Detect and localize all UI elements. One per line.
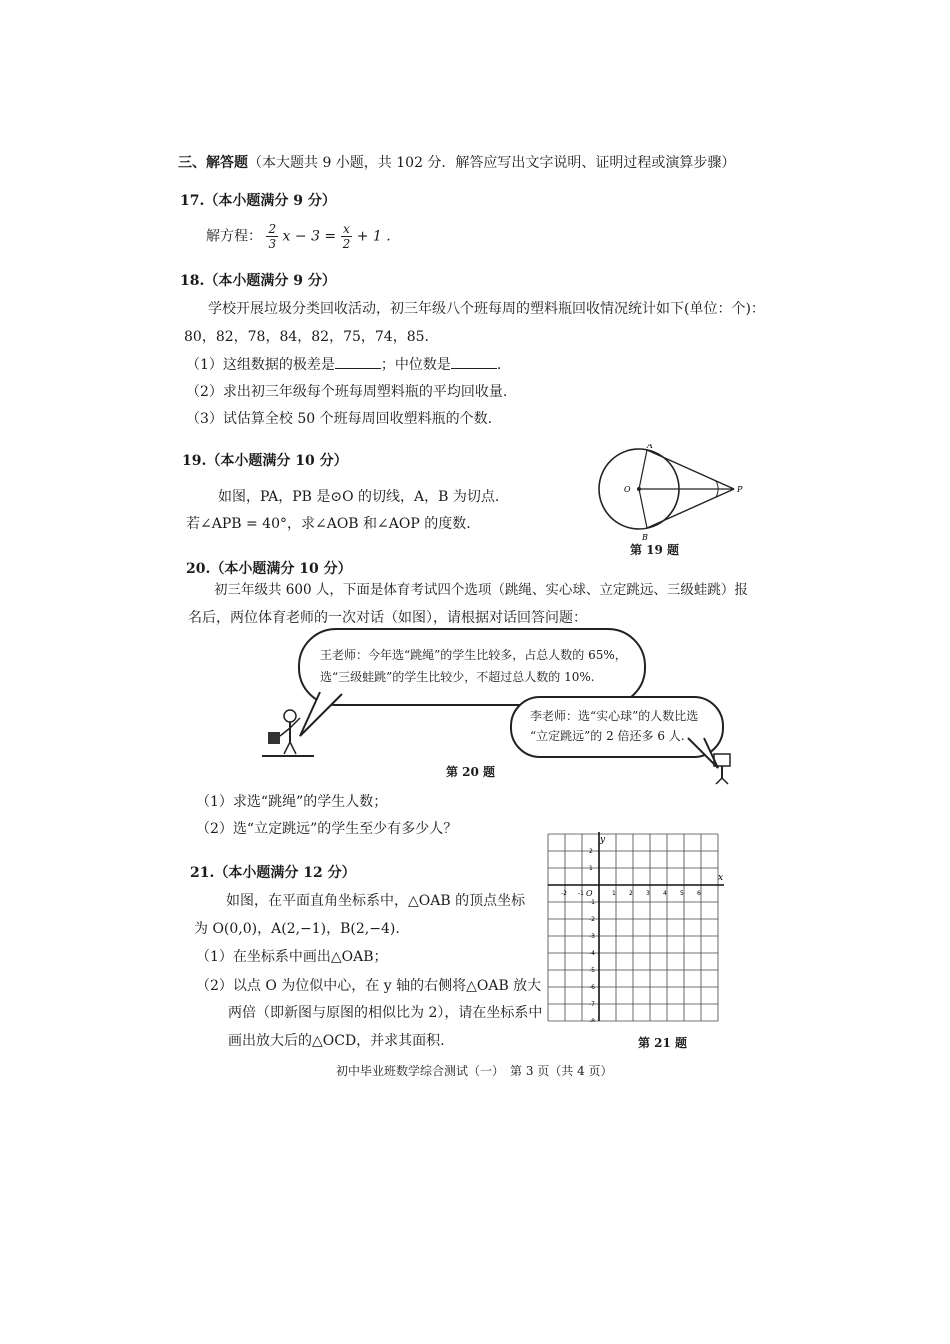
q19-line1: 如图，PA，PB 是⊙O 的切线，A，B 为切点. [218, 489, 500, 505]
q21-part2b: 两倍（即新图与原图的相似比为 2），请在坐标系中 [228, 1005, 543, 1021]
q20-part1: （1）求选“跳绳”的学生人数； [196, 794, 388, 810]
axis-x-label: x [718, 873, 724, 883]
q19-header: 19.（本小题满分 10 分） [182, 453, 348, 469]
q20-part2: （2）选“立定跳远”的学生至少有多少人？ [196, 821, 458, 837]
q20-intro2: 名后，两位体育老师的一次对话（如图），请根据对话回答问题： [188, 610, 587, 626]
q20-intro1: 初三年级共 600 人，下面是体育考试四个选项（跳绳、实心球、立定跳远、三级蛙跳）报 [214, 582, 748, 598]
q18-part1-a: （1）这组数据的极差是 [186, 357, 335, 373]
page-footer: 初中毕业班数学综合测试（一） 第 3 页（共 4 页） [336, 1064, 613, 1078]
x-tick-label: 6 [697, 890, 701, 897]
teacher-wang-figure [262, 708, 314, 760]
y-tick-label: -6 [589, 984, 595, 991]
q19-caption: 第 19 题 [630, 543, 680, 557]
q19-line2: 若∠APB = 40°，求∠AOB 和∠AOP 的度数. [186, 516, 471, 532]
grid-lines [548, 834, 718, 1021]
q17-frac2 [341, 222, 353, 251]
q17-frac1-num: 2 [268, 222, 277, 236]
q21-line2: 为 O(0,0)，A(2,−1)，B(2,−4). [194, 921, 400, 937]
range-blank [335, 356, 381, 369]
x-tick-label: 1 [612, 890, 616, 897]
q21-caption: 第 21 题 [638, 1036, 688, 1050]
segment-oa [639, 450, 647, 489]
li-line2: “立定跳远”的 2 倍还多 6 人. [530, 729, 685, 743]
section-heading [178, 152, 735, 172]
label-a: A [647, 444, 653, 450]
q20-header: 20.（本小题满分 10 分） [186, 561, 352, 577]
q17-frac2-den: 2 [342, 237, 351, 251]
wang-line1: 王老师：今年选“跳绳”的学生比较多，占总人数的 65%， [320, 648, 627, 662]
y-tick-label: -7 [589, 1001, 595, 1008]
x-tick-label: -2 [561, 890, 567, 897]
section-title: 三、解答题 [178, 155, 248, 171]
median-blank [451, 356, 497, 369]
wang-line2: 选“三级蛙跳”的学生比较少，不超过总人数的 10%. [320, 670, 595, 684]
q18-part1 [186, 354, 501, 374]
q21-header: 21.（本小题满分 12 分） [190, 865, 356, 881]
center-dot [637, 487, 641, 491]
y-tick-label: -4 [589, 950, 595, 957]
axes [548, 832, 724, 1021]
x-tick-label: 5 [680, 890, 684, 897]
y-tick-label: -2 [589, 916, 595, 923]
y-tick-label: -5 [589, 967, 595, 974]
q17-frac1 [266, 222, 278, 251]
q18-data: 80，82，78，84，82，75，74，85. [184, 329, 429, 345]
y-tick-label: -3 [589, 933, 595, 940]
label-b: B [642, 533, 648, 542]
y-tick-label: 2 [589, 848, 593, 855]
label-o: O [624, 485, 631, 494]
q17-frac1-den: 3 [268, 237, 277, 251]
q18-part2: （2）求出初三年级每个班每周塑料瓶的平均回收量. [186, 384, 508, 400]
origin-label: O [586, 889, 593, 898]
y-tick-label: 1 [589, 865, 593, 872]
q18-intro: 学校开展垃圾分类回收活动，初三年级八个班每周的塑料瓶回收情况统计如下(单位：个)： [208, 301, 765, 317]
teacher-li-figure [708, 750, 738, 786]
y-tick-label: -1 [589, 899, 595, 906]
q17-eq-mid: x − 3 = [282, 228, 337, 245]
q18-header: 18.（本小题满分 9 分） [180, 273, 336, 289]
q21-coordinate-grid [546, 832, 730, 1022]
tangent-pa [647, 450, 734, 489]
q17-header: 17.（本小题满分 9 分） [180, 193, 336, 209]
x-tick-label: -1 [578, 890, 584, 897]
x-tick-label: 3 [646, 890, 650, 897]
section-desc: （本大题共 9 小题，共 102 分．解答应写出文字说明、证明过程或演算步骤） [248, 155, 736, 171]
li-line1: 李老师：选“实心球”的人数比选 [530, 709, 699, 723]
x-tick-label: 2 [629, 890, 633, 897]
q21-line1: 如图，在平面直角坐标系中，△OAB 的顶点坐标 [226, 893, 526, 909]
q18-part3: （3）试估算全校 50 个班每周回收塑料瓶的个数. [186, 411, 493, 427]
axis-y-label: y [600, 835, 606, 845]
q17-frac2-num: x [341, 222, 353, 237]
q18-part1-c: . [496, 357, 502, 373]
tangent-pb [647, 489, 734, 528]
q21-part2a: （2）以点 O 为位似中心，在 y 轴的右侧将△OAB 放大 [196, 978, 542, 994]
q18-part1-b: ；中位数是 [380, 357, 451, 373]
q21-part2c: 画出放大后的△OCD，并求其面积. [228, 1033, 445, 1049]
q19-figure [594, 444, 746, 544]
x-tick-label: 4 [663, 890, 667, 897]
q21-part1: （1）在坐标系中画出△OAB； [196, 949, 388, 965]
label-p: P [737, 485, 743, 494]
q17-prompt: 解方程： [206, 228, 262, 245]
q17-equation [206, 222, 391, 251]
y-tick-label: -8 [589, 1018, 595, 1022]
segment-ob [639, 489, 647, 528]
q17-eq-end: + 1 . [356, 228, 391, 245]
q20-caption: 第 20 题 [446, 765, 496, 779]
